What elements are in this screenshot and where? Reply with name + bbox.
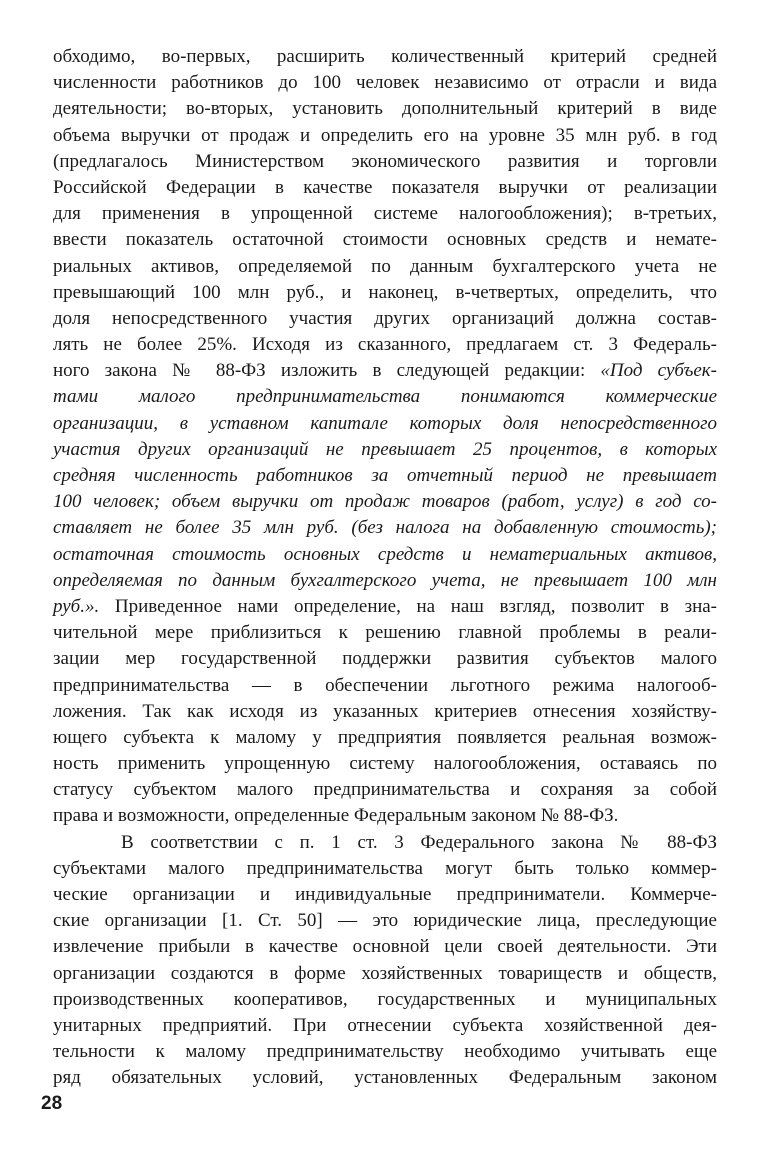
text-line: ющего субъекта к малому у предприятия появляется реальная возмож- bbox=[53, 726, 717, 748]
quote-line: остаточная стоимость основных средств и нематериальных активов, bbox=[53, 543, 717, 565]
text-line: доля непосредственного участия других организаций должна состав- bbox=[53, 307, 717, 329]
text-line: ские организации [1. Ст. 50] — это юридические лица, преследующие bbox=[53, 910, 717, 932]
text-line: ложения. Так как исходя из указанных критериев отнесения хозяйству- bbox=[53, 700, 717, 722]
text-line: деятельности; во-вторых, установить дополнительный критерий в виде bbox=[53, 98, 717, 120]
text-line: ряд обязательных условий, установленных Федеральным законом bbox=[53, 1067, 717, 1089]
page-number: 28 bbox=[41, 1093, 63, 1114]
quote-end: руб.». bbox=[53, 595, 100, 617]
text-line: предпринимательства — в обеспечении льготного режима налогооб- bbox=[53, 674, 717, 696]
text-line-mixed bbox=[53, 358, 717, 384]
quote-line: 100 человек; объем выручки от продаж товаров (работ, услуг) в год со- bbox=[53, 491, 717, 513]
quote-line: тами малого предпринимательства понимаются коммерческие bbox=[53, 386, 717, 408]
text-line: ческие организации и индивидуальные предприниматели. Коммерче- bbox=[53, 884, 717, 905]
quote-start: «Под субъек- bbox=[600, 360, 717, 382]
text-line: производственных кооперативов, государственных и муниципальных bbox=[53, 988, 717, 1010]
text-line: превышающий 100 млн руб., и наконец, в-четвертых, определить, что bbox=[53, 281, 717, 303]
quote-line: средняя численность работников за отчетный период не превышает bbox=[53, 465, 717, 486]
text-line: субъектами малого предпринимательства могут быть только коммер- bbox=[53, 857, 717, 879]
text-line: унитарных предприятий. При отнесении субъекта хозяйственной дея- bbox=[53, 1014, 717, 1036]
text-line: организации создаются в форме хозяйственных товариществ и обществ, bbox=[53, 962, 717, 984]
text-segment: Приведенное нами определение, на наш взгляд, позволит в зна- bbox=[99, 595, 717, 617]
text-line: ввести показатель остаточной стоимости основных средств и немате- bbox=[53, 229, 717, 251]
text-line: Российской Федерации в качестве показателя выручки от реализации bbox=[53, 176, 717, 198]
text-line: объема выручки от продаж и определить его на уровне 35 млн руб. в год bbox=[53, 124, 717, 146]
text-line: лять не более 25%. Исходя из сказанного, предлагаем ст. 3 Федераль- bbox=[53, 334, 717, 356]
text-line: обходимо, во-первых, расширить количественный критерий средней bbox=[53, 46, 717, 67]
text-line: (предлагалось Министерством экономического развития и торговли bbox=[53, 150, 717, 172]
paragraph-start: В соответствии с п. 1 ст. 3 Федерального закона № 88-ФЗ bbox=[121, 831, 717, 853]
quote-line: ставляет не более 35 млн руб. (без налога на добавленную стоимость); bbox=[53, 517, 717, 539]
quote-line: организации, в уставном капитале которых доля непосредственного bbox=[53, 412, 717, 434]
text-line: риальных активов, определяемой по данным бухгалтерского учета не bbox=[53, 255, 717, 277]
text-line: извлечение прибыли в качестве основной цели своей деятельности. Эти bbox=[53, 936, 717, 958]
quote-line: участия других организаций не превышает 25 процентов, в которых bbox=[53, 438, 717, 460]
text-line: статусу субъектом малого предпринимательства и сохраняя за собой bbox=[53, 779, 717, 801]
text-line: тельности к малому предпринимательству необходимо учитывать еще bbox=[53, 1041, 717, 1063]
text-line: зации мер государственной поддержки развития субъектов малого bbox=[53, 648, 717, 670]
text-segment: ного закона № 88-ФЗ изложить в следующей редакции: bbox=[53, 360, 601, 382]
text-line: ность применить упрощенную систему налогообложения, оставаясь по bbox=[53, 753, 717, 775]
quote-line: определяемая по данным бухгалтерского учета, не превышает 100 млн bbox=[53, 569, 717, 591]
body-text bbox=[53, 44, 717, 1092]
text-line-mixed bbox=[53, 594, 717, 620]
text-line: численности работников до 100 человек независимо от отрасли и вида bbox=[53, 72, 717, 94]
text-line: права и возможности, определенные Федеральным законом № 88-ФЗ. bbox=[53, 805, 619, 827]
text-line: для применения в упрощенной системе налогообложения); в-третьих, bbox=[53, 203, 717, 225]
text-line: чительной мере приблизиться к решению главной проблемы в реали- bbox=[53, 622, 717, 644]
